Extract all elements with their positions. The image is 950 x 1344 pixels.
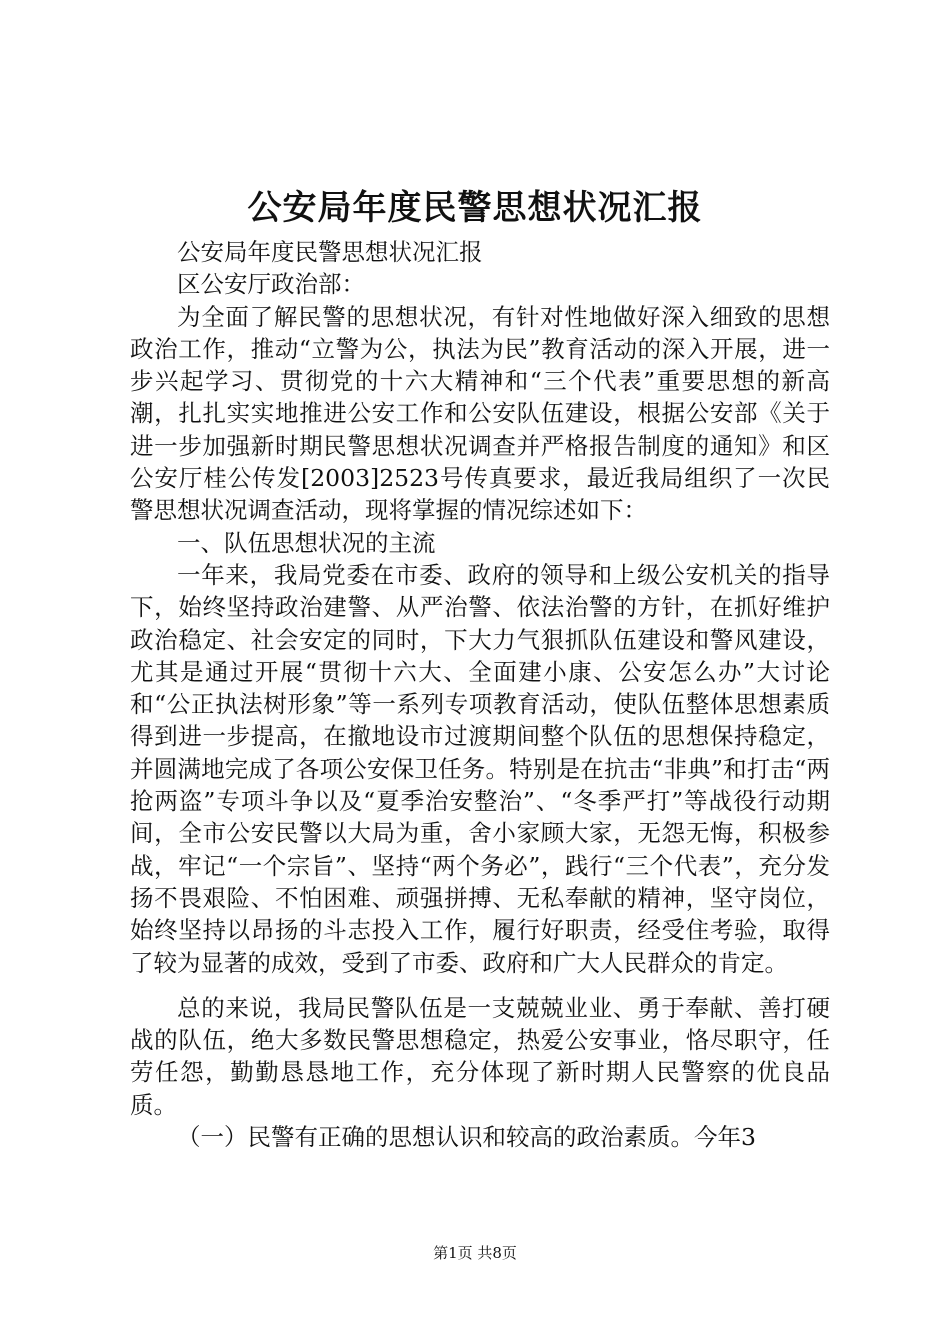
paragraph-intro: 为全面了解民警的思想状况，有针对性地做好深入细致的思想政治工作，推动“立警为公，执法为民”教育活动的深入开展，进一步兴起学习、贯彻党的十六大精神和“三个代表”重要思想的新高潮，扎扎实实地推进公安工作和公安队伍建设，根据公安部《关于进一步加强新时期民警思想状况调查并严格报告制度的通知》和区公安厅桂公传发[2003]2523号传真要求，最近我局组织了一次民警思想状况调查活动，现将掌握的情况综述如下： — [130, 302, 830, 525]
paragraph-subsection-1: （一）民警有正确的思想认识和较高的政治素质。今年3 — [177, 1123, 756, 1152]
paragraph-main-situation: 一年来，我局党委在市委、政府的领导和上级公安机关的指导下，始终坚持政治建警、从严治警、依法治警的方针，在抓好维护政治稳定、社会安定的同时，下大力气狠抓队伍建设和警风建设，尤其是通过开展“贯彻十六大、全面建小康、公安怎么办”大讨论和“公正执法树形象”等一系列专项教育活动，使队伍整体思想素质得到进一步提高，在撤地设市过渡期间整个队伍的思想保持稳定，并圆满地完成了各项公安保卫任务。特别是在抗击“非典”和打击“两抢两盗”专项斗争以及“夏季治安整治”、“冬季严打”等战役行动期间，全市公安民警以大局为重，舍小家顾大家，无怨无悔，积极参战，牢记“一个宗旨”、坚持“两个务必”，践行“三个代表”，充分发扬不畏艰险、不怕困难、顽强拼搏、无私奉献的精神，坚守岗位，始终坚持以昂扬的斗志投入工作，履行好职责，经受住考验，取得了较为显著的成效，受到了市委、政府和广大人民群众的肯定。 — [130, 560, 830, 977]
paragraph-subtitle: 公安局年度民警思想状况汇报 — [177, 238, 483, 266]
page-number-footer: 第1页 共8页 — [433, 1244, 517, 1262]
document-body — [130, 236, 830, 1153]
document-title: 公安局年度民警思想状况汇报 — [247, 188, 703, 228]
paragraph-summary: 总的来说，我局民警队伍是一支兢兢业业、勇于奉献、善打硬战的队伍，绝大多数民警思想稳定，热爱公安事业，恪尽职守，任劳任怨，勤勤恳恳地工作，充分体现了新时期人民警察的优良品质。 — [130, 993, 830, 1119]
paragraph-recipient: 区公安厅政治部： — [177, 270, 365, 299]
section-heading-1: 一、队伍思想状况的主流 — [177, 528, 436, 557]
